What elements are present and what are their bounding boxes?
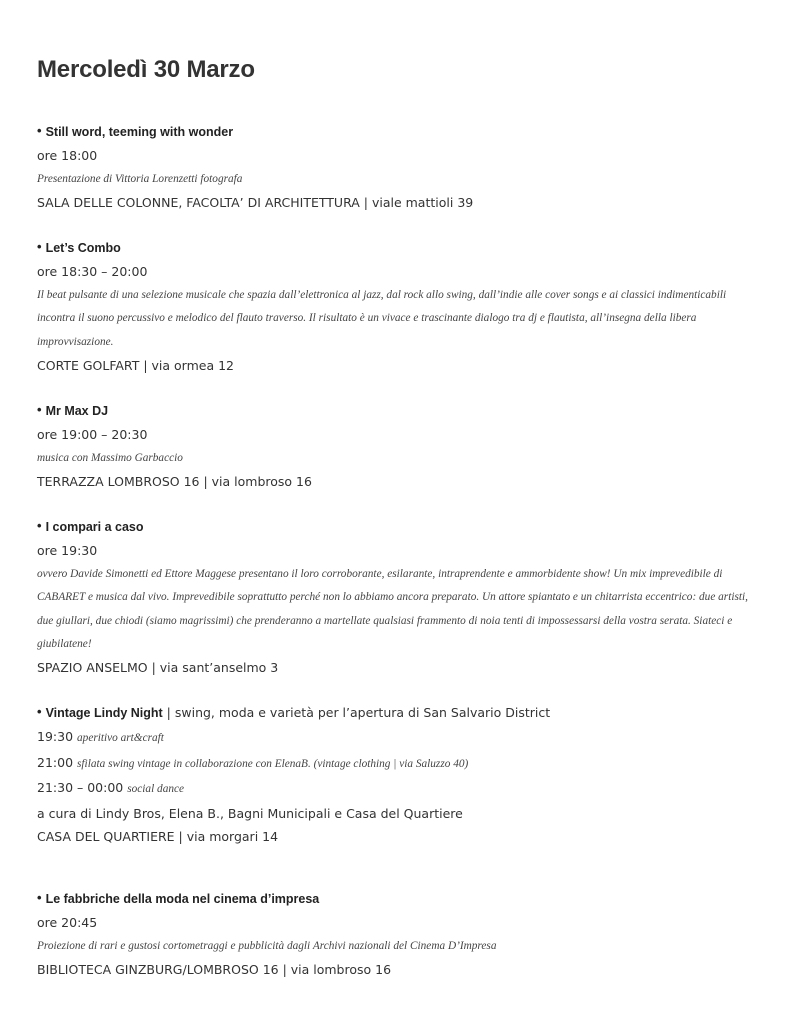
event-title-text: Mr Max DJ	[45, 404, 109, 418]
event-description: musica con Massimo Garbaccio	[37, 451, 183, 464]
schedule-row	[37, 776, 757, 801]
bullet-icon: •	[37, 518, 42, 533]
event-title-text: Let’s Combo	[45, 241, 121, 255]
event-title-text: I compari a caso	[45, 520, 144, 534]
schedule-time: 19:30	[37, 729, 74, 745]
event-time: ore 19:30	[37, 543, 98, 559]
event-description: ovvero Davide Simonetti ed Ettore Maggese presentano il loro corroborante, esilarante, intraprendente e ammorbidente show! Un mix imprevedibile di CABARET e musica dal vivo. Imprevedibile soprattutto perché non lo abbiamo ancora preparato. Un attore spiantato e un chitarrista eccentrico: due artisti, due giullari, due chiodi (siamo magrissimi) che prenderanno a martellate qualsiasi frammento di noia tenti di impossessarsi della vostra serata. Siateci e giubilatene!	[37, 567, 748, 651]
event-venue: BIBLIOTECA GINZBURG/LOMBROSO 16 | via lombroso 16	[37, 962, 392, 978]
bullet-icon: •	[37, 704, 42, 719]
event-venue: SALA DELLE COLONNE, FACOLTA’ DI ARCHITETTURA | viale mattioli 39	[37, 195, 474, 211]
event-venue: SPAZIO ANSELMO | via sant’anselmo 3	[37, 660, 279, 676]
bullet-icon: •	[37, 239, 42, 254]
schedule-note: social dance	[127, 783, 185, 796]
schedule-row	[37, 751, 757, 776]
bullet-icon: •	[37, 123, 42, 138]
event-curators: a cura di Lindy Bros, Elena B., Bagni Municipali e Casa del Quartiere	[37, 805, 463, 821]
event-venue: TERRAZZA LOMBROSO 16 | via lombroso 16	[37, 474, 312, 490]
event-venue: CASA DEL QUARTIERE | via morgari 14	[37, 829, 279, 845]
event-title	[37, 701, 757, 725]
event-item	[37, 701, 757, 848]
event-item	[37, 515, 757, 680]
event-title-text: Le fabbriche della moda nel cinema d’impresa	[45, 892, 320, 906]
event-description: Il beat pulsante di una selezione musicale che spazia dall’elettronica al jazz, dal rock allo swing, dall’indie alle cover songs e ai classici indimenticabili incontra il suono percussivo e melodico del flauto traverso. Il risultato è un vivace e trascinante dialogo tra dj e flautista, all’insegna della libera improvvisazione.	[37, 288, 727, 348]
bullet-icon: •	[37, 402, 42, 417]
event-description: Presentazione di Vittoria Lorenzetti fotografa	[37, 172, 243, 185]
event-title	[37, 515, 757, 539]
event-venue: CORTE GOLFART | via ormea 12	[37, 358, 234, 374]
event-item	[37, 120, 757, 215]
event-title-text: Still word, teeming with wonder	[45, 125, 234, 139]
event-title	[37, 120, 757, 144]
event-description: Proiezione di rari e gustosi cortometraggi e pubblicità dagli Archivi nazionali del Cinema D’Impresa	[37, 939, 497, 952]
bullet-icon: •	[37, 890, 42, 905]
event-title	[37, 399, 757, 423]
event-title	[37, 236, 757, 260]
event-time: ore 20:45	[37, 915, 98, 931]
schedule-time: 21:30 – 00:00	[37, 780, 124, 796]
page-title: Mercoledì 30 Marzo	[37, 56, 255, 83]
event-item	[37, 236, 757, 377]
event-subtitle: | swing, moda e varietà per l’apertura di San Salvario District	[162, 705, 551, 720]
event-item	[37, 399, 757, 494]
event-time: ore 18:00	[37, 148, 98, 164]
event-title	[37, 887, 757, 911]
schedule-note: aperitivo art&craft	[77, 732, 164, 745]
schedule-row	[37, 725, 757, 750]
schedule-note: sfilata swing vintage in collaborazione con ElenaB. (vintage clothing | via Saluzzo 40)	[77, 757, 469, 770]
event-time: ore 18:30 – 20:00	[37, 264, 148, 280]
event-title-text: Vintage Lindy Night	[45, 706, 163, 720]
schedule-time: 21:00	[37, 754, 74, 770]
event-time: ore 19:00 – 20:30	[37, 427, 148, 443]
event-item	[37, 887, 757, 982]
